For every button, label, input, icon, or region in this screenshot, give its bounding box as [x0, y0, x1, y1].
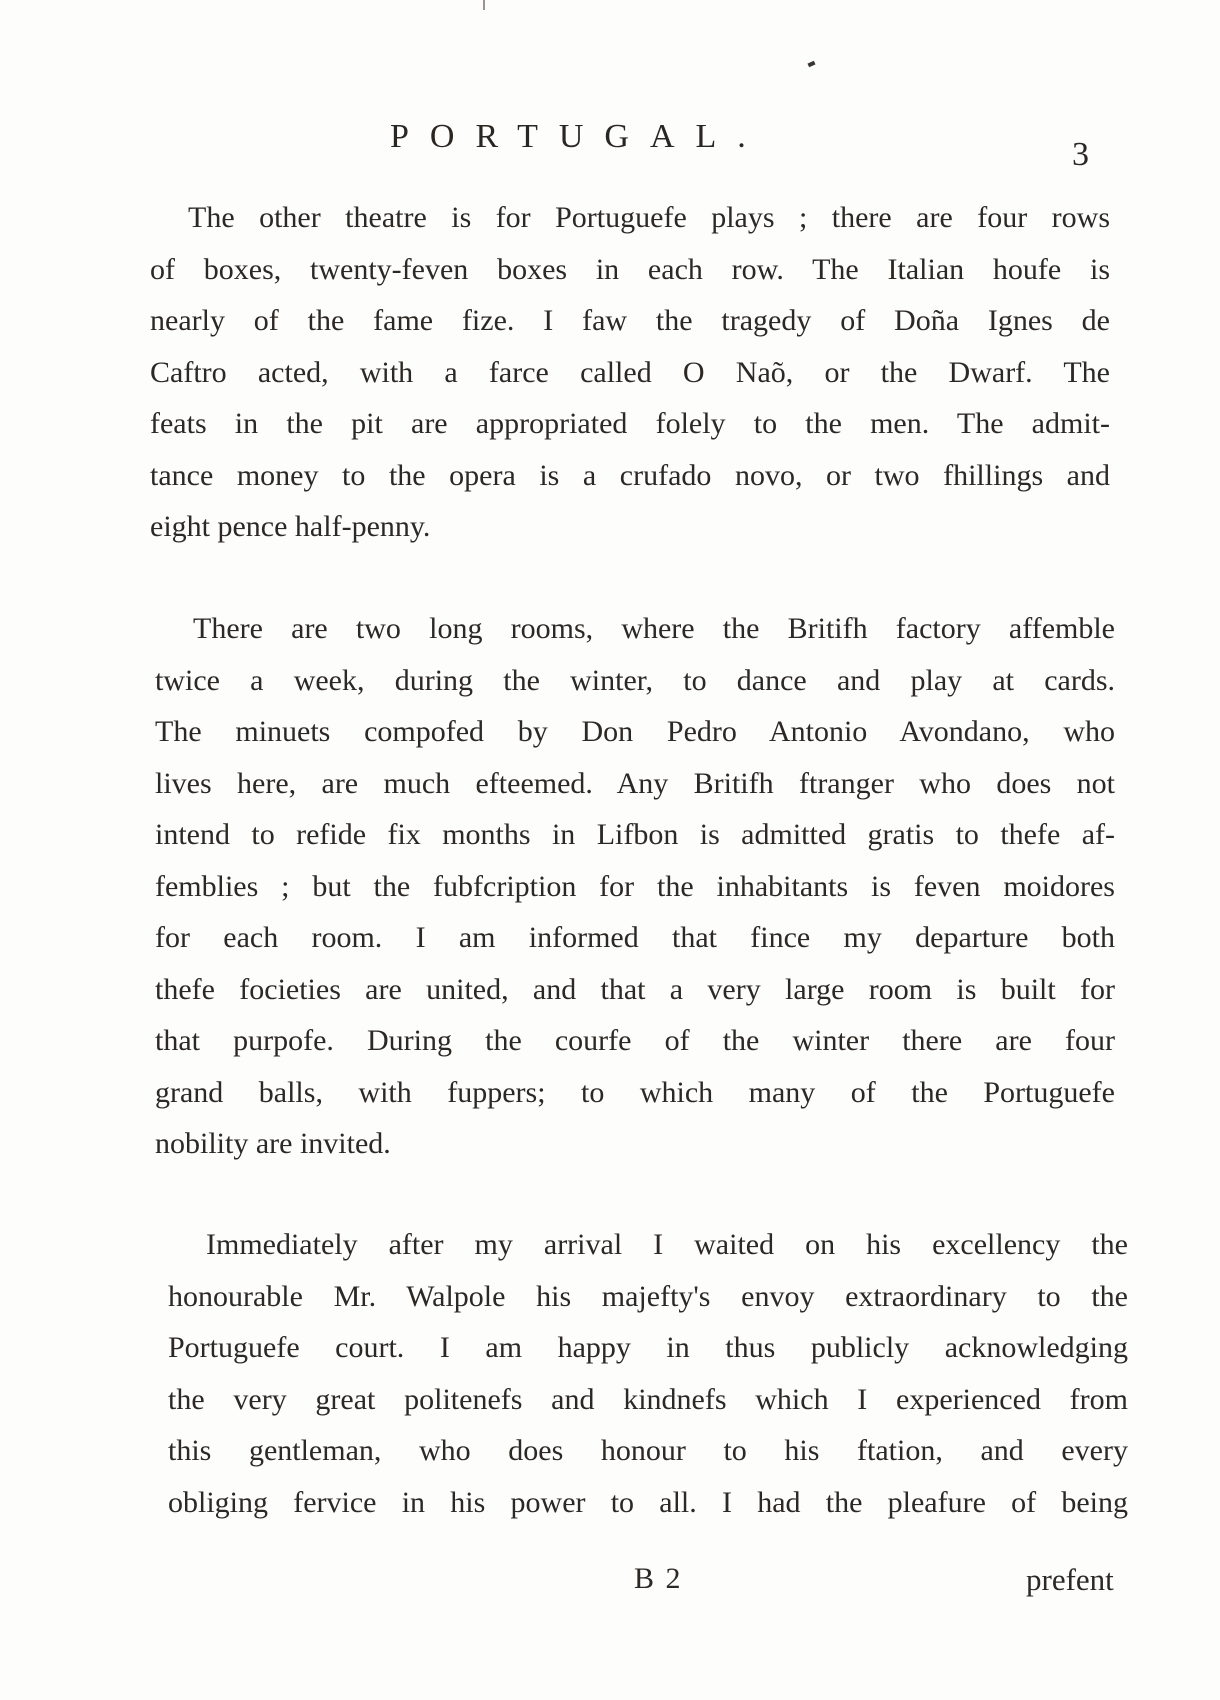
text-line: The other theatre is for Portuguefe plays ; there are four rows — [188, 201, 1110, 234]
text-line: honourable Mr. Walpole his majefty's envoy extraordinary to the — [168, 1279, 1128, 1313]
paragraph — [168, 1219, 1128, 1528]
page-number: 3 — [1072, 136, 1089, 173]
text-line: lives here, are much efteemed. Any Britifh ftranger who does not — [155, 766, 1115, 800]
paragraph — [155, 603, 1115, 1170]
text-line: nearly of the fame fize. I faw the tragedy of Doña Ignes de — [150, 304, 1110, 337]
text-line: this gentleman, who does honour to his ftation, and every — [168, 1434, 1128, 1467]
text-line: tance money to the opera is a crufado novo, or two fhillings and — [150, 458, 1110, 492]
text-line: Immediately after my arrival I waited on his excellency the — [206, 1228, 1128, 1261]
running-title: PORTUGAL. — [390, 118, 767, 155]
text-line: eight pence half-penny. — [150, 510, 431, 543]
text-line: Caftro acted, with a farce called O Naõ, or the Dwarf. The — [150, 355, 1110, 389]
text-line: grand balls, with fuppers; to which many of the Portuguefe — [155, 1075, 1115, 1109]
text-line: for each room. I am informed that fince my departure both — [155, 921, 1115, 954]
text-line: that purpofe. During the courfe of the winter there are four — [155, 1024, 1115, 1057]
text-line: of boxes, twenty-feven boxes in each row. The Italian houfe is — [150, 252, 1110, 286]
ink-speck — [807, 61, 815, 68]
ink-speck — [483, 0, 485, 10]
text-line: femblies ; but the fubfcription for the inhabitants is feven moidores — [155, 869, 1115, 903]
text-line: the very great politenefs and kindnefs which I experienced from — [168, 1382, 1128, 1416]
text-line: The minuets compofed by Don Pedro Antonio Avondano, who — [155, 715, 1115, 748]
text-line: obliging fervice in his power to all. I had the pleafure of being — [168, 1485, 1128, 1519]
text-line: thefe focieties are united, and that a very large room is built for — [155, 972, 1115, 1006]
text-line: nobility are invited. — [155, 1127, 391, 1160]
text-line: twice a week, during the winter, to dance and play at cards. — [155, 663, 1115, 697]
text-line: Portuguefe court. I am happy in thus publicly acknowledging — [168, 1331, 1128, 1364]
text-line: feats in the pit are appropriated folely to the men. The admit- — [150, 407, 1110, 440]
text-line: intend to refide fix months in Lifbon is admitted gratis to thefe af- — [155, 818, 1115, 851]
signature-mark: B 2 — [634, 1562, 683, 1595]
catchword: prefent — [1026, 1562, 1114, 1597]
paragraph — [150, 192, 1110, 553]
text-line: There are two long rooms, where the Britifh factory affemble — [193, 612, 1115, 645]
